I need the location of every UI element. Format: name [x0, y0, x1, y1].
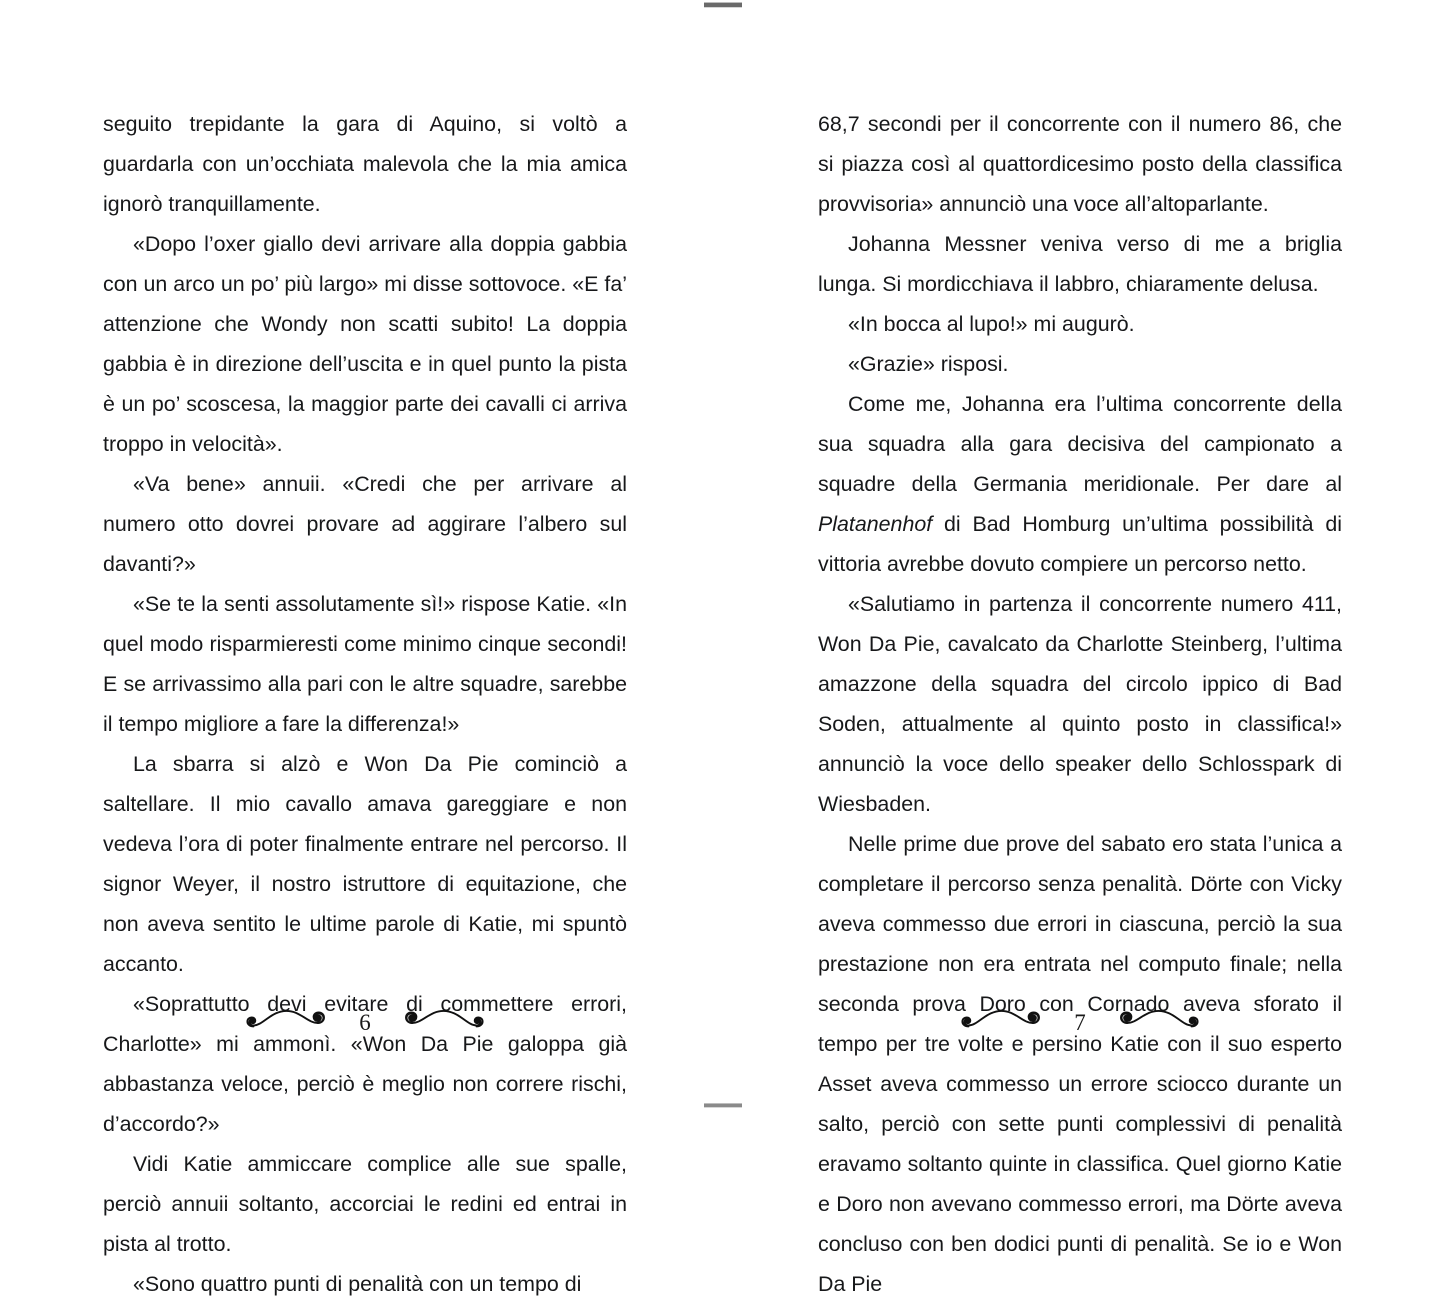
paragraph: 68,7 secondi per il concorrente con il numero 86, che si piazza così al quattordicesimo posto della classifica provvisoria» annunciò una voce all’altoparlante. [818, 112, 1342, 216]
paragraph: Nelle prime due prove del sabato ero stata l’unica a completare il percorso senza penalità. Dörte con Vicky aveva commesso due errori in ciascuna, perciò la sua prestazione non era entrata nel computo finale; nella seconda prova Doro con Cornado aveva sforato il tempo per tre volte e persino Katie con il suo esperto Asset aveva commesso un errore sciocco durante un salto, perciò con sette punti complessivi di penalità eravamo soltanto quinte in classifica. Quel giorno Katie e Doro non avevano commesso errori, ma Dörte aveva concluso con ben dodici punti di penalità. Se io e Won Da Pie [818, 832, 1342, 1296]
paragraph: «Soprattutto devi evitare di commettere errori, Charlotte» mi ammonì. «Won Da Pie galoppa già abbastanza veloce, perciò è meglio non correre rischi, d’accordo?» [103, 992, 627, 1136]
paragraph: «In bocca al lupo!» mi augurò. [848, 312, 1135, 336]
right-page-textblock [818, 104, 1342, 1304]
flourish-ornament [1108, 1007, 1200, 1038]
left-page [0, 0, 722, 1296]
bottom-gutter-mark [704, 1103, 742, 1108]
flourish-ornament [393, 1007, 485, 1038]
left-page-textblock [103, 104, 627, 1304]
paragraph: Vidi Katie ammiccare complice alle sue spalle, perciò annuii soltanto, accorciai le redini ed entrai in pista al trotto. [103, 1152, 627, 1256]
page-number: 6 [359, 1009, 371, 1035]
flourish-ornament [960, 1007, 1052, 1038]
paragraph-rich [818, 384, 1342, 584]
text-run: di Bad Homburg un’ultima possibilità di vittoria avrebbe dovuto compiere un percorso netto. [818, 512, 1342, 576]
paragraph: «Grazie» risposi. [848, 352, 1009, 376]
paragraph: seguito trepidante la gara di Aquino, si voltò a guardarla con un’occhiata malevola che la mia amica ignorò tranquillamente. [103, 112, 627, 216]
page-number: 7 [1074, 1009, 1086, 1035]
left-page-folio [103, 998, 627, 1046]
paragraph: «Va bene» annuii. «Credi che per arrivare al numero otto dovrei provare ad aggirare l’albero sul davanti?» [103, 472, 627, 576]
paragraph: «Se te la senti assolutamente sì!» rispose Katie. «In quel modo risparmieresti come minimo cinque secondi! E se arrivassimo alla pari con le altre squadre, sarebbe il tempo migliore a fare la differenza!» [103, 592, 627, 736]
paragraph: Johanna Messner veniva verso di me a briglia lunga. Si mordicchiava il labbro, chiaramente delusa. [818, 232, 1342, 296]
paragraph: «Dopo l’oxer giallo devi arrivare alla doppia gabbia con un arco un po’ più largo» mi disse sottovoce. «E fa’ attenzione che Wondy non scatti subito! La doppia gabbia è in direzione dell’uscita e in quel punto la pista è un po’ scoscesa, la maggior parte dei cavalli ci arriva troppo in velocità». [103, 232, 627, 456]
text-run: Come me, Johanna era l’ultima concorrente della sua squadra alla gara decisiva del campionato a squadre della Germania meridionale. Per dare al [818, 392, 1342, 496]
paragraph: «Sono quattro punti di penalità con un tempo di [133, 1272, 582, 1296]
paragraph: La sbarra si alzò e Won Da Pie cominciò a saltellare. Il mio cavallo amava gareggiare e non vedeva l’ora di poter finalmente entrare nel percorso. Il signor Weyer, il nostro istruttore di equitazione, che non aveva sentito le ultime parole di Katie, mi spuntò accanto. [103, 752, 627, 976]
flourish-ornament [245, 1007, 337, 1038]
paragraph: «Salutiamo in partenza il concorrente numero 411, Won Da Pie, cavalcato da Charlotte Steinberg, l’ultima amazzone della squadra del circolo ippico di Bad Soden, attualmente al quinto posto in classifica!» annunciò la voce dello speaker dello Schlosspark di Wiesbaden. [818, 592, 1342, 816]
italic-title: Platanenhof [818, 512, 933, 536]
right-page [723, 0, 1445, 1296]
right-page-folio [818, 998, 1342, 1046]
